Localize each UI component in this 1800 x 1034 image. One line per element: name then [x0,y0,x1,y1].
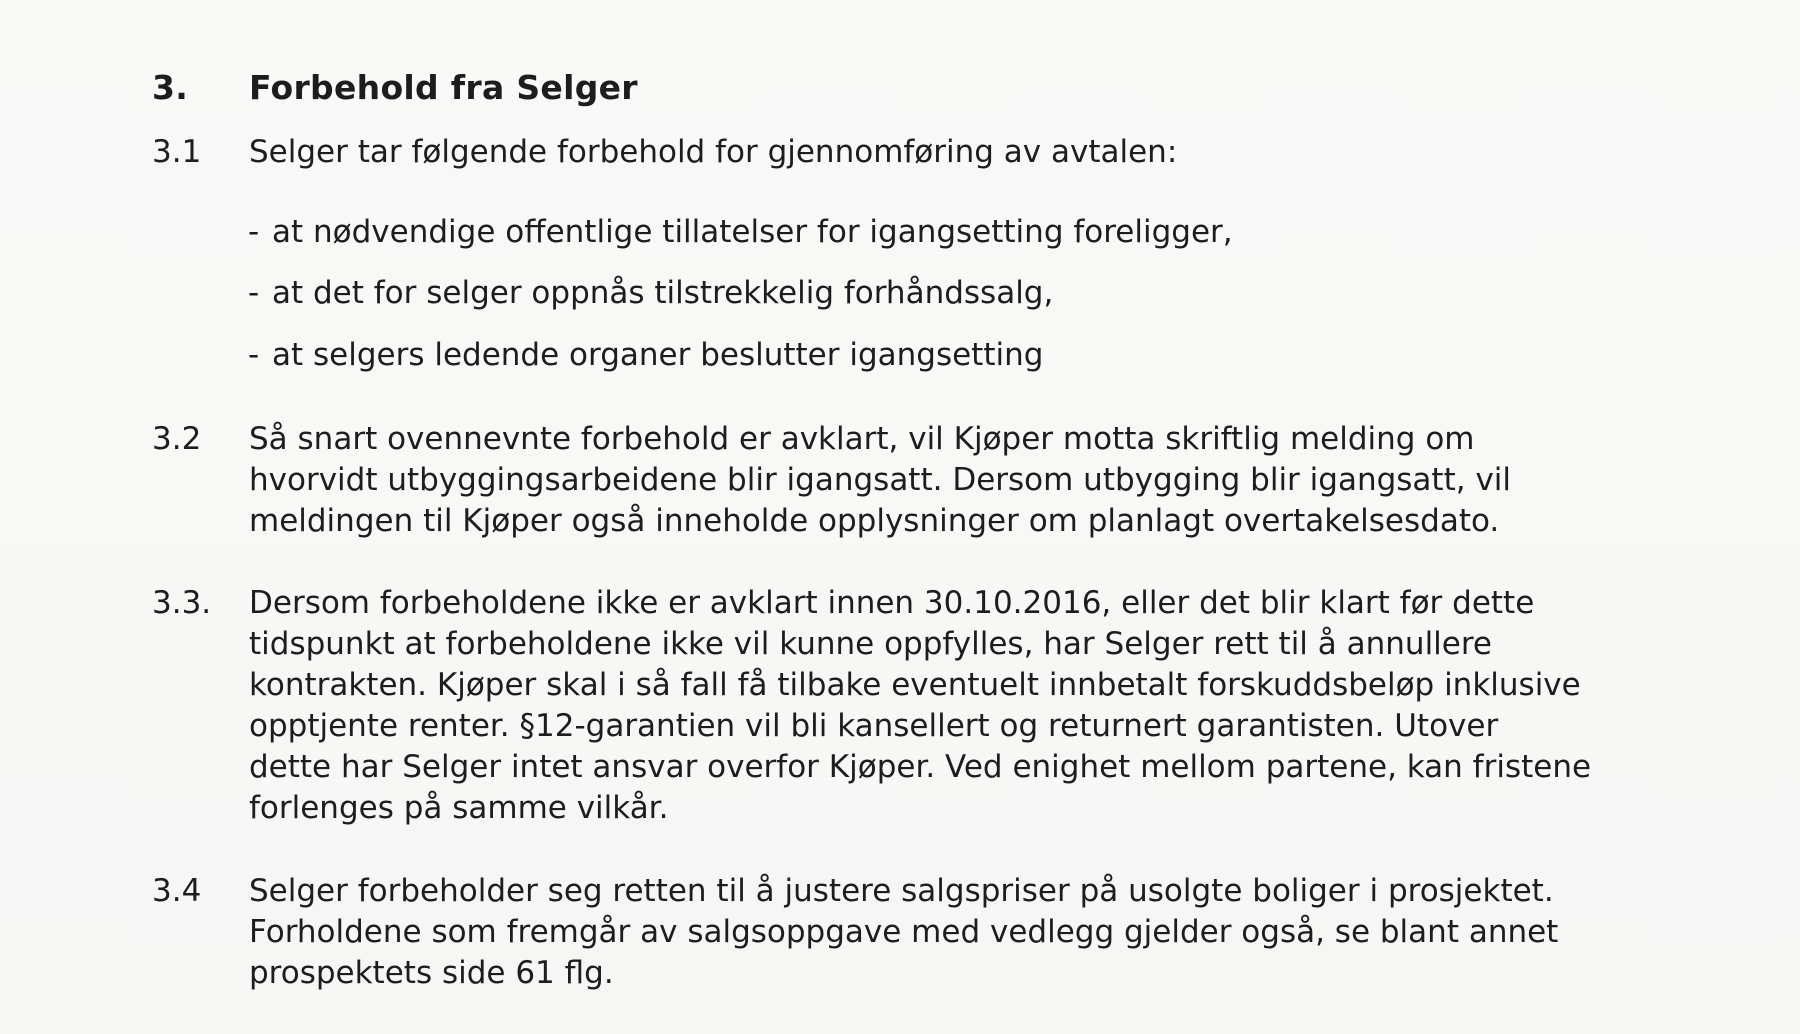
clause-line: forlenges på samme vilkår. [249,790,669,826]
clause-line: tidspunkt at forbeholdene ikke vil kunne oppfylles, har Selger rett til å annullere [249,626,1492,662]
clause-line: hvorvidt utbyggingsarbeidene blir igangsatt. Dersom utbygging blir igangsatt, vil [249,462,1512,498]
clause-line: Selger forbeholder seg retten til å justere salgspriser på usolgte boliger i prosjektet. [249,873,1554,909]
bullet-text: at nødvendige offentlige tillatelser for igangsetting foreligger, [272,214,1233,250]
clause-number: 3.1 [152,134,202,170]
bullet-text: at det for selger oppnås tilstrekkelig forhåndssalg, [272,275,1054,311]
section-title: Forbehold fra Selger [249,68,638,107]
dash-marker: - [248,214,260,250]
clause-line: Forholdene som fremgår av salgsoppgave med vedlegg gjelder også, se blant annet [249,914,1559,950]
bullet-item [248,275,1053,311]
clause-number: 3.3. [152,585,212,621]
clause-line: kontrakten. Kjøper skal i så fall få tilbake eventuelt innbetalt forskuddsbeløp inklusive [249,667,1581,703]
clause-line: meldingen til Kjøper også inneholde opplysninger om planlagt overtakelsesdato. [249,503,1500,539]
section-number: 3. [152,68,189,107]
clause-number: 3.4 [152,873,202,909]
bullet-item [248,214,1233,250]
clause-line: Så snart ovennevnte forbehold er avklart, vil Kjøper motta skriftlig melding om [249,421,1475,457]
bullet-item [248,337,1043,373]
bullet-text: at selgers ledende organer beslutter igangsetting [272,337,1044,373]
clause-number: 3.2 [152,421,202,457]
clause-line: opptjente renter. §12-garantien vil bli kansellert og returnert garantisten. Utover [249,708,1499,744]
clause-line: dette har Selger intet ansvar overfor Kjøper. Ved enighet mellom partene, kan fristene [249,749,1592,785]
clause-line: prospektets side 61 flg. [249,955,614,991]
clause-text: Selger tar følgende forbehold for gjennomføring av avtalen: [249,134,1178,170]
clause-line: Dersom forbeholdene ikke er avklart innen 30.10.2016, eller det blir klart før dette [249,585,1535,621]
dash-marker: - [248,337,260,373]
dash-marker: - [248,275,260,311]
